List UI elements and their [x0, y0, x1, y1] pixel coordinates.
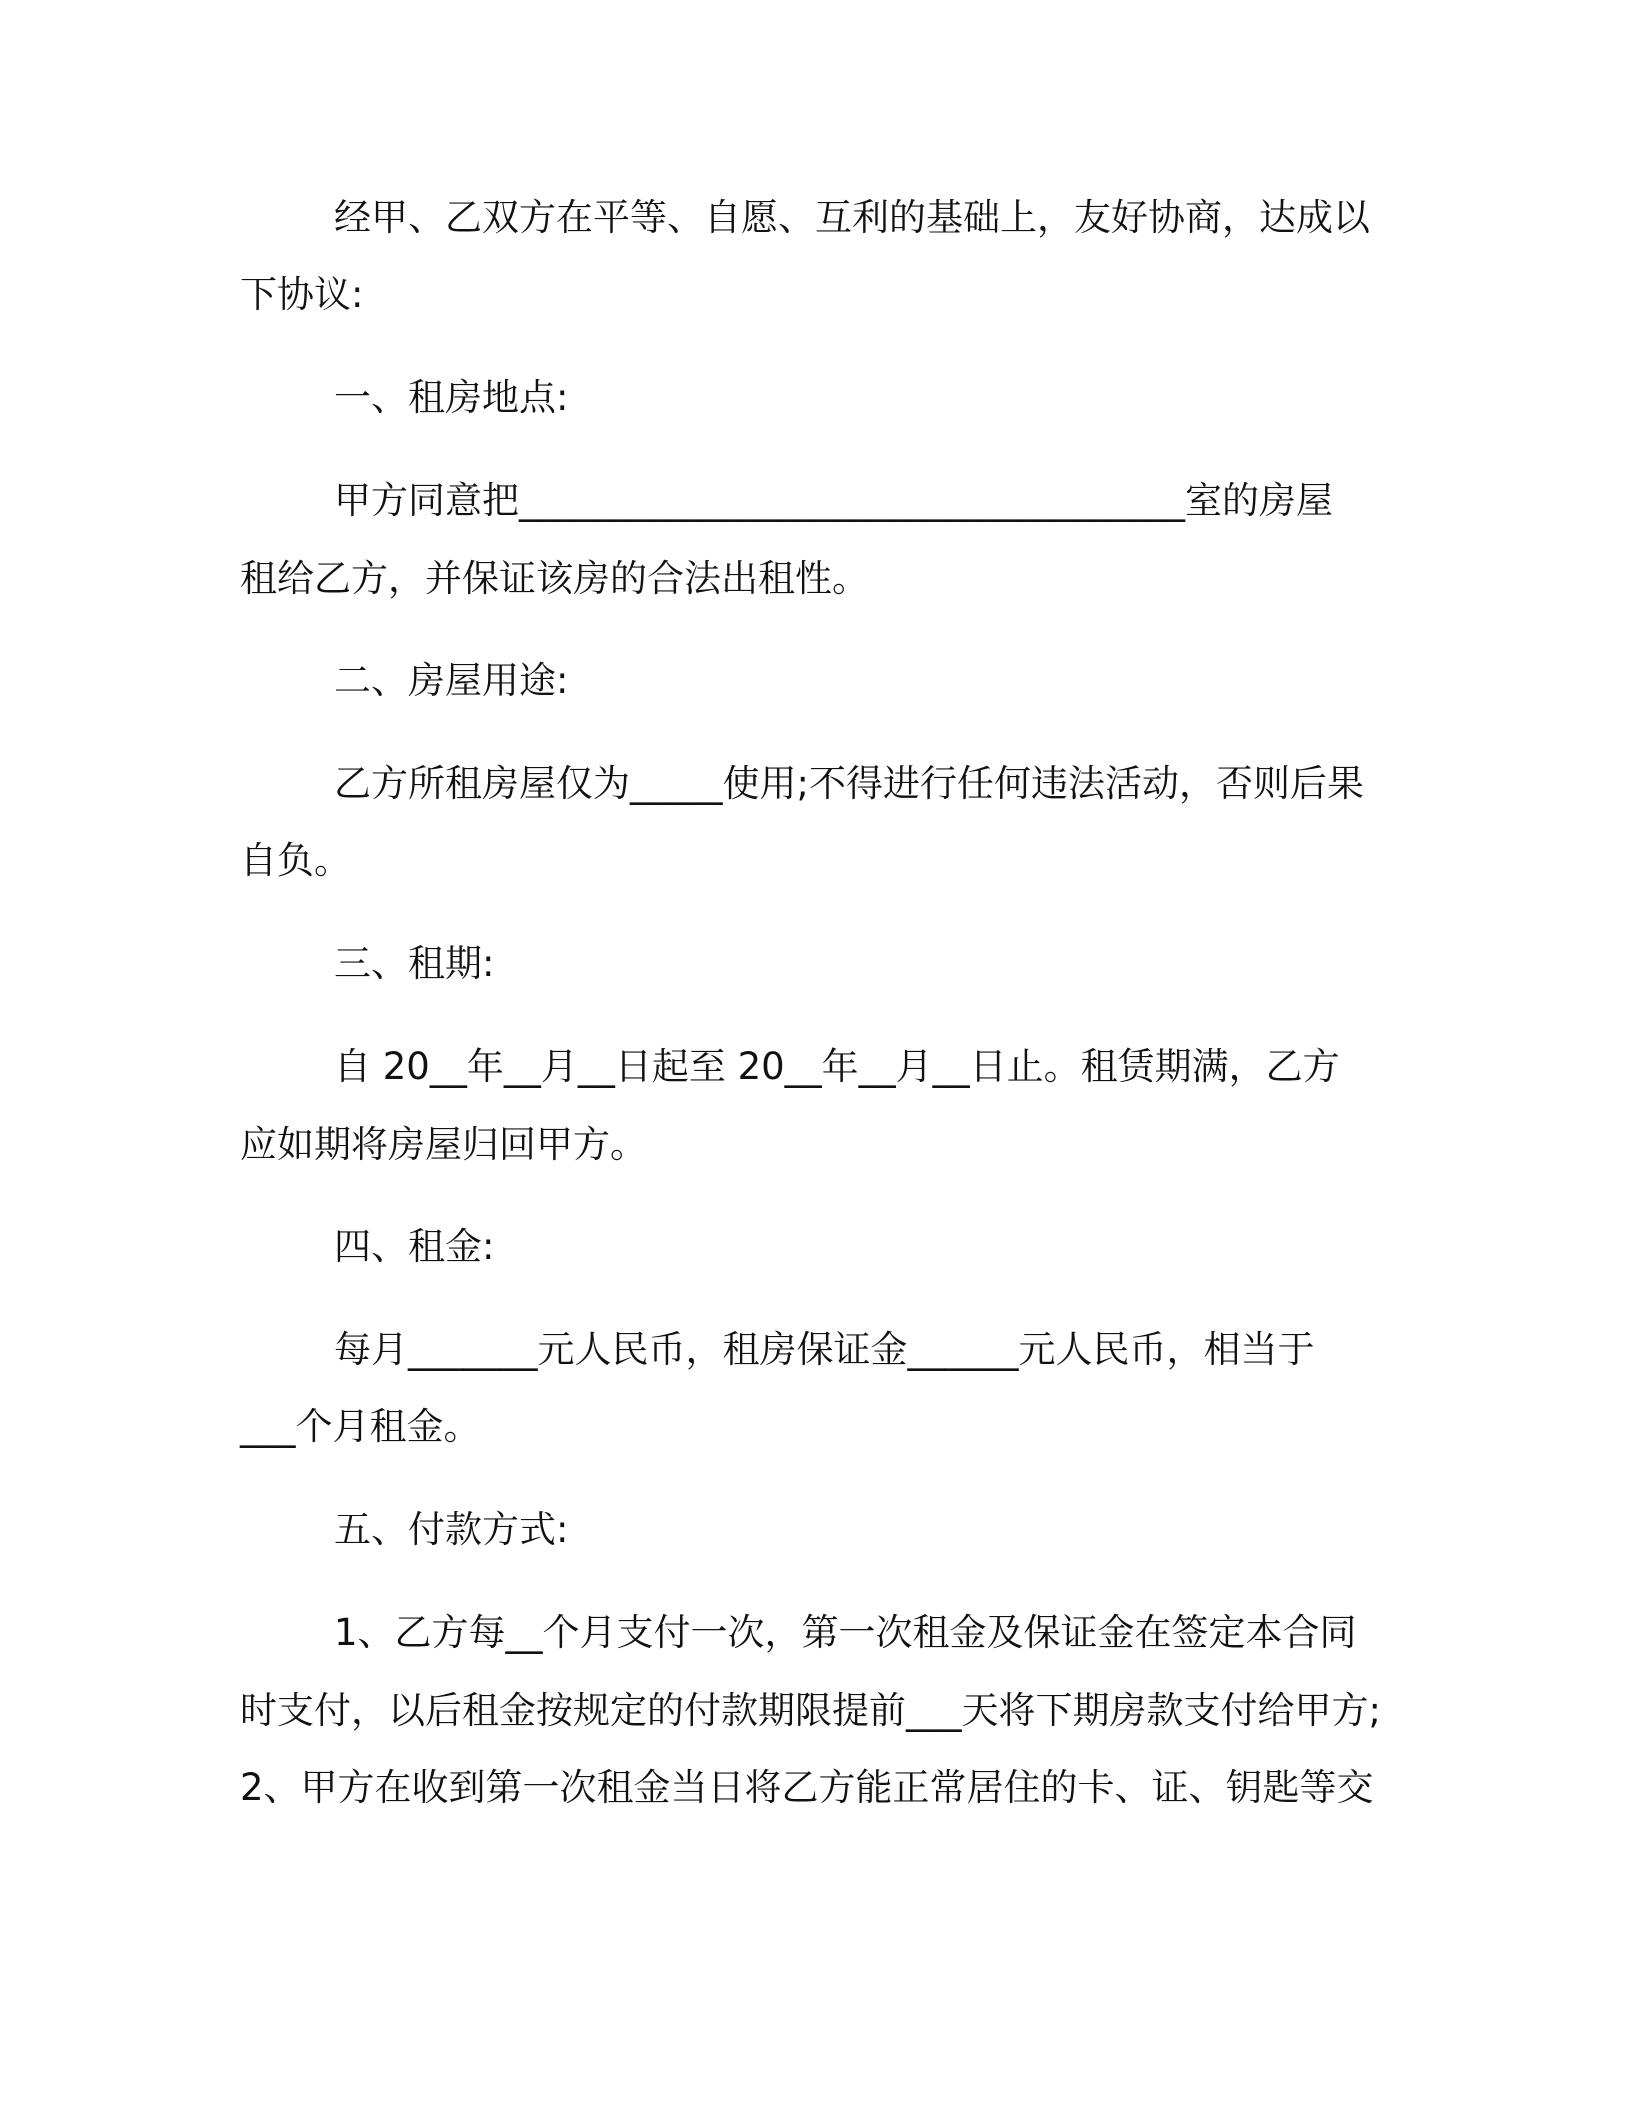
paragraph-payment-line-2: 时支付，以后租金按规定的付款期限提前___天将下期房款支付给甲方;	[240, 1689, 1381, 1732]
paragraph-location-line-2: 租给乙方，并保证该房的合法出租性。	[240, 557, 869, 600]
heading-payment-method: 五、付款方式:	[334, 1508, 569, 1551]
paragraph-payment-line-3: 2、甲方在收到第一次租金当日将乙方能正常居住的卡、证、钥匙等交	[240, 1766, 1374, 1809]
heading-lease-term: 三、租期:	[334, 942, 495, 985]
paragraph-usage-line-1: 乙方所租房屋仅为_____使用;不得进行任何违法活动，否则后果	[334, 762, 1364, 805]
paragraph-intro-line-2: 下协议:	[240, 273, 364, 316]
paragraph-rent-line-2: ___个月租金。	[240, 1405, 481, 1448]
paragraph-usage-line-2: 自负。	[240, 839, 351, 882]
heading-rental-location: 一、租房地点:	[334, 376, 569, 419]
paragraph-term-line-2: 应如期将房屋归回甲方。	[240, 1123, 647, 1166]
paragraph-intro-line-1: 经甲、乙双方在平等、自愿、互利的基础上，友好协商，达成以	[334, 196, 1370, 239]
paragraph-payment-line-1: 1、乙方每__个月支付一次，第一次租金及保证金在签定本合同	[334, 1611, 1357, 1654]
paragraph-rent-line-1: 每月_______元人民币，租房保证金______元人民币，相当于	[334, 1328, 1315, 1371]
heading-rent: 四、租金:	[334, 1225, 495, 1268]
paragraph-term-line-1: 自 20__年__月__日起至 20__年__月__日止。租赁期满，乙方	[334, 1045, 1340, 1088]
paragraph-location-line-1: 甲方同意把____________________________________室的房屋	[334, 479, 1333, 522]
heading-house-usage: 二、房屋用途:	[334, 659, 569, 702]
